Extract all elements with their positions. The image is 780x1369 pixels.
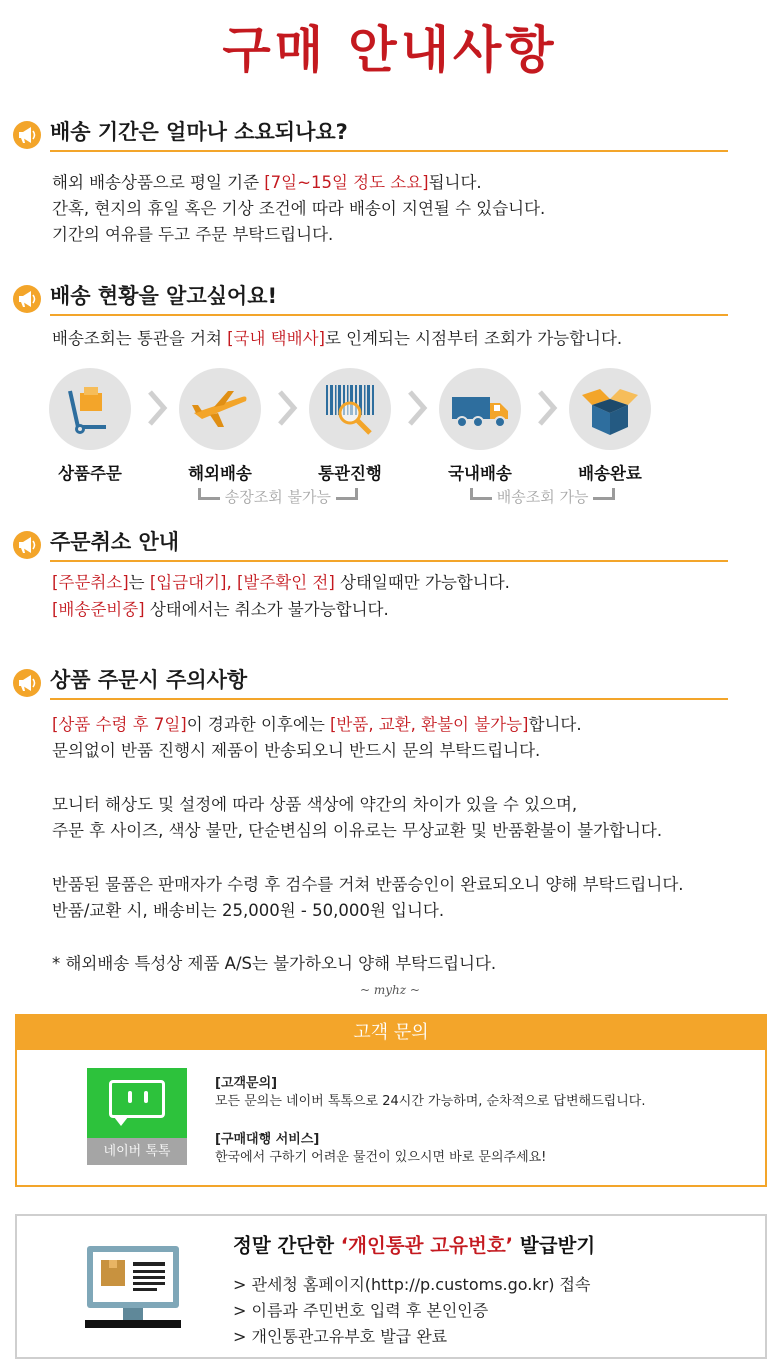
caution-line-1: [상품 수령 후 7일]이 경과한 이후에는 [반품, 교환, 환불이 불가능]합니다. bbox=[52, 715, 582, 734]
chevron-right-icon bbox=[536, 390, 558, 426]
caution-line-6: 반품/교환 시, 배송비는 25,000원 - 50,000원 입니다. bbox=[52, 901, 445, 920]
cancel-line-1: [주문취소]는 [입금대기], [발주확인 전] 상태일때만 가능합니다. bbox=[52, 573, 510, 592]
section-heading-caution: 상품 주문시 주의사항 bbox=[12, 664, 728, 704]
delivery-time-line-3: 기간의 여유를 두고 주문 부탁드립니다. bbox=[52, 225, 334, 244]
open-box-icon bbox=[578, 377, 642, 441]
step-overseas-shipping: 해외배송 bbox=[178, 368, 262, 484]
megaphone-icon bbox=[12, 284, 42, 314]
delivery-time-line-2: 간혹, 현지의 휴일 혹은 기상 조건에 따라 배송이 지연될 수 있습니다. bbox=[52, 199, 546, 218]
barcode-scan-icon bbox=[318, 377, 382, 441]
inquiry-title: [고객문의] bbox=[215, 1076, 278, 1091]
customer-service-box bbox=[15, 1014, 767, 1187]
monitor-icon bbox=[83, 1242, 183, 1332]
customs-step-2: > 이름과 주민번호 입력 후 본인인증 bbox=[233, 1301, 489, 1320]
cancel-line-2: [배송준비중] 상태에서는 취소가 불가능합니다. bbox=[52, 600, 389, 619]
chevron-right-icon bbox=[276, 390, 298, 426]
megaphone-icon bbox=[12, 530, 42, 560]
customer-service-heading: 고객 문의 bbox=[17, 1016, 765, 1050]
tracking-unavailable-note: 송장조회 불가능 bbox=[198, 486, 358, 507]
customs-step-1: > 관세청 홈페이지(http://p.customs.go.kr) 접속 bbox=[233, 1275, 591, 1294]
customs-number-box bbox=[15, 1214, 767, 1359]
customs-title: 정말 간단한 ‘개인통관 고유번호’ 발급받기 bbox=[233, 1234, 596, 1257]
chevron-right-icon bbox=[146, 390, 168, 426]
section-heading-cancel: 주문취소 안내 bbox=[12, 526, 728, 566]
inquiry-text: 모든 문의는 네이버 톡톡으로 24시간 가능하며, 순차적으로 답변해드립니다. bbox=[215, 1094, 646, 1109]
page-title: 구매 안내사항 bbox=[222, 21, 558, 79]
airplane-icon bbox=[188, 377, 252, 441]
caution-line-4: 주문 후 사이즈, 색상 불만, 단순변심의 이유로는 무상교환 및 반품환불이 불가합니다. bbox=[52, 821, 663, 840]
megaphone-icon bbox=[12, 120, 42, 150]
heading-divider bbox=[50, 314, 728, 316]
heading-divider bbox=[50, 150, 728, 152]
tracking-available-note: 배송조회 가능 bbox=[470, 486, 615, 507]
naver-talktalk-label[interactable]: 네이버 톡톡 bbox=[87, 1138, 187, 1165]
heading-divider bbox=[50, 698, 728, 700]
caution-line-2: 문의없이 반품 진행시 제품이 반송되오니 반드시 문의 부탁드립니다. bbox=[52, 741, 541, 760]
step-order: 상품주문 bbox=[48, 368, 132, 484]
agency-text: 한국에서 구하기 어려운 물건이 있으시면 바로 문의주세요! bbox=[215, 1150, 547, 1165]
chevron-right-icon bbox=[406, 390, 428, 426]
chat-bubble-icon bbox=[109, 1080, 165, 1118]
delivery-status-line-1: 배송조회는 통관을 거쳐 [국내 택배사]로 인계되는 시점부터 조회가 가능합니다. bbox=[52, 329, 623, 348]
hand-truck-icon bbox=[58, 377, 122, 441]
customs-step-3: > 개인통관고유부호 발급 완료 bbox=[233, 1327, 448, 1346]
caution-line-7: * 해외배송 특성상 제품 A/S는 불가하오니 양해 부탁드립니다. bbox=[52, 954, 497, 973]
caution-line-5: 반품된 물품은 판매자가 수령 후 검수를 거쳐 반품승인이 완료되오니 양해 부탁드립니다. bbox=[52, 875, 684, 894]
agency-title: [구매대행 서비스] bbox=[215, 1132, 320, 1147]
section-heading-delivery-time: 배송 기간은 얼마나 소요되나요? bbox=[12, 116, 728, 156]
step-delivered: 배송완료 bbox=[568, 368, 652, 484]
signature: ~ myhz ~ bbox=[360, 983, 420, 997]
delivery-time-line-1: 해외 배송상품으로 평일 기준 [7일~15일 정도 소요]됩니다. bbox=[52, 173, 482, 192]
megaphone-icon bbox=[12, 668, 42, 698]
step-domestic-shipping: 국내배송 bbox=[438, 368, 522, 484]
section-heading-delivery-status: 배송 현황을 알고싶어요! bbox=[12, 280, 728, 320]
heading-divider bbox=[50, 560, 728, 562]
caution-line-3: 모니터 해상도 및 설정에 따라 상품 색상에 약간의 차이가 있을 수 있으며, bbox=[52, 795, 578, 814]
step-customs: 통관진행 bbox=[308, 368, 392, 484]
naver-talktalk-button[interactable] bbox=[87, 1068, 187, 1138]
delivery-truck-icon bbox=[448, 377, 512, 441]
